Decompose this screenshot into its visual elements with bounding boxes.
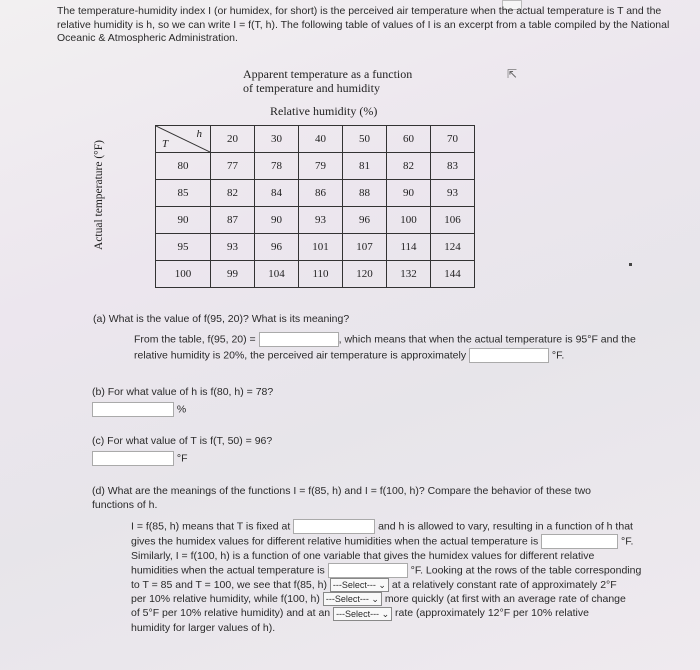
stray-mark [629, 263, 632, 266]
f85-behavior-select[interactable] [330, 578, 389, 592]
qd-body-line6 [131, 592, 691, 606]
table-cell: 77 [211, 153, 255, 180]
table-cell: 99 [211, 261, 255, 288]
header-cell: 70 [431, 126, 475, 153]
table-cell: 83 [431, 153, 475, 180]
qa-unit: °F. [551, 349, 565, 362]
qd-body-line1 [131, 519, 691, 534]
table-cell: 114 [387, 234, 431, 261]
h-value-input[interactable] [92, 402, 174, 417]
row-label: 100 [156, 261, 211, 288]
table-cell: 78 [255, 153, 299, 180]
qd-body-line4 [131, 563, 691, 578]
table-cell: 81 [343, 153, 387, 180]
table-cell: 93 [431, 180, 475, 207]
table-row [156, 234, 475, 261]
rate-select[interactable] [333, 607, 392, 621]
table-cell: 90 [255, 207, 299, 234]
qd-text: humidities when the actual temperature is [131, 564, 325, 577]
f100-behavior-select[interactable] [323, 592, 382, 606]
table-cell: 101 [299, 234, 343, 261]
qd-text: gives the humidex values for different relative humidities when the actual temperature is [131, 535, 539, 548]
caption-line-2: of temperature and humidity [243, 81, 380, 95]
table-row [156, 261, 475, 288]
table-cell: 96 [343, 207, 387, 234]
qd-body-line5 [131, 578, 691, 592]
select-label: ---Select--- [332, 580, 376, 591]
qd-text: I = f(85, h) means that T is fixed at [131, 520, 291, 533]
qd-text: per 10% relative humidity, while f(100, h) [131, 593, 320, 606]
table-cell: 110 [299, 261, 343, 288]
question-c-answer [92, 451, 188, 466]
humidex-table [155, 125, 475, 288]
qd-body-line3: Similarly, I = f(100, h) is a function of one variable that gives the humidex values for different relative [131, 550, 595, 562]
corner-h-label: h [196, 128, 202, 140]
chevron-down-icon: ⌄ [371, 594, 379, 605]
fixed-t-input[interactable] [293, 519, 375, 534]
table-cell: 132 [387, 261, 431, 288]
qd-text: °F. Looking at the rows of the table corresponding [410, 564, 642, 577]
qd-line1: (d) What are the meanings of the functions I = f(85, h) and I = f(100, h)? Compare the behavior of these two [92, 485, 592, 497]
table-cell: 87 [211, 207, 255, 234]
header-cell: 20 [211, 126, 255, 153]
qd-text: rate (approximately 12°F per 10% relative [395, 607, 589, 620]
table-cell: 104 [255, 261, 299, 288]
question-c: (c) For what value of T is f(T, 50) = 96? [92, 435, 273, 447]
table-caption [243, 67, 412, 95]
table-cell: 93 [299, 207, 343, 234]
table-header-row [156, 126, 475, 153]
row-label: 85 [156, 180, 211, 207]
perceived-temp-input[interactable] [469, 348, 549, 363]
table-cell: 93 [211, 234, 255, 261]
chevron-down-icon: ⌄ [381, 608, 390, 619]
select-label: ---Select--- [325, 594, 369, 605]
table-corner [156, 126, 211, 153]
header-cell: 30 [255, 126, 299, 153]
table-cell: 90 [387, 180, 431, 207]
question-d [92, 484, 682, 512]
table-cell: 144 [431, 261, 475, 288]
table-cell: 100 [387, 207, 431, 234]
table-cell: 107 [343, 234, 387, 261]
question-a-line2 [134, 348, 564, 363]
qa-line1-start: From the table, f(95, 20) = [134, 333, 256, 346]
table-cell: 96 [255, 234, 299, 261]
table-cell: 79 [299, 153, 343, 180]
table-cell: 88 [343, 180, 387, 207]
row-label: 90 [156, 207, 211, 234]
qd-text: °F. [621, 535, 634, 548]
actual-temp-100-input[interactable] [328, 563, 408, 578]
table-row [156, 180, 475, 207]
qd-text: and h is allowed to vary, resulting in a function of h that [378, 520, 633, 533]
header-cell: 40 [299, 126, 343, 153]
table-cell: 120 [343, 261, 387, 288]
t-value-input[interactable] [92, 451, 174, 466]
row-label: 80 [156, 153, 211, 180]
actual-temp-85-input[interactable] [541, 534, 618, 549]
qc-unit: °F [176, 452, 188, 465]
qd-line2: functions of h. [92, 499, 158, 511]
question-a-line1 [134, 332, 636, 347]
relative-humidity-label: Relative humidity (%) [270, 104, 378, 118]
corner-t-label: T [162, 138, 169, 150]
qd-body-line8: humidity for larger values of h). [131, 621, 276, 634]
qd-body-line2 [131, 534, 691, 549]
actual-temperature-label: Actual temperature (°F) [93, 140, 105, 250]
chevron-down-icon: ⌄ [378, 580, 386, 591]
question-a: (a) What is the value of f(95, 20)? What is its meaning? [93, 313, 350, 325]
table-cell: 86 [299, 180, 343, 207]
f95-20-input[interactable] [259, 332, 339, 347]
header-cell: 60 [387, 126, 431, 153]
question-b: (b) For what value of h is f(80, h) = 78? [92, 386, 274, 398]
select-label: ---Select--- [336, 608, 380, 619]
table-row [156, 207, 475, 234]
cursor-icon: ⇱ [507, 67, 518, 81]
row-label: 95 [156, 234, 211, 261]
table-cell: 84 [255, 180, 299, 207]
question-d-body [131, 519, 691, 635]
qd-text: at a relatively constant rate of approximately 2°F [391, 579, 617, 591]
intro-text: The temperature-humidity index I (or humidex, for short) is the perceived air temperature when the actual temperature is T and the relative humidity is h, so we can write I = f(T, h). The following table of values of I is an excerpt from a table compiled by the National Oceanic & Atmospheric Administration. [57, 5, 670, 44]
qd-text: more quickly (at first with an average rate of change [384, 593, 626, 606]
qd-text: to T = 85 and T = 100, we see that f(85, h) [131, 579, 327, 591]
qa-line2-start: relative humidity is 20%, the perceived air temperature is approximately [134, 349, 467, 362]
qa-line1-end: , which means that when the actual temperature is 95°F and the [338, 333, 636, 346]
table-cell: 82 [211, 180, 255, 207]
qd-text: of 5°F per 10% relative humidity) and at an [131, 607, 331, 620]
table-row [156, 153, 475, 180]
question-b-answer [92, 402, 186, 417]
table-cell: 106 [431, 207, 475, 234]
qb-unit: % [176, 403, 187, 416]
caption-line-1: Apparent temperature as a function [243, 67, 413, 81]
header-cell: 50 [343, 126, 387, 153]
table-cell: 124 [431, 234, 475, 261]
table-cell: 82 [387, 153, 431, 180]
qd-body-line7 [131, 606, 691, 620]
